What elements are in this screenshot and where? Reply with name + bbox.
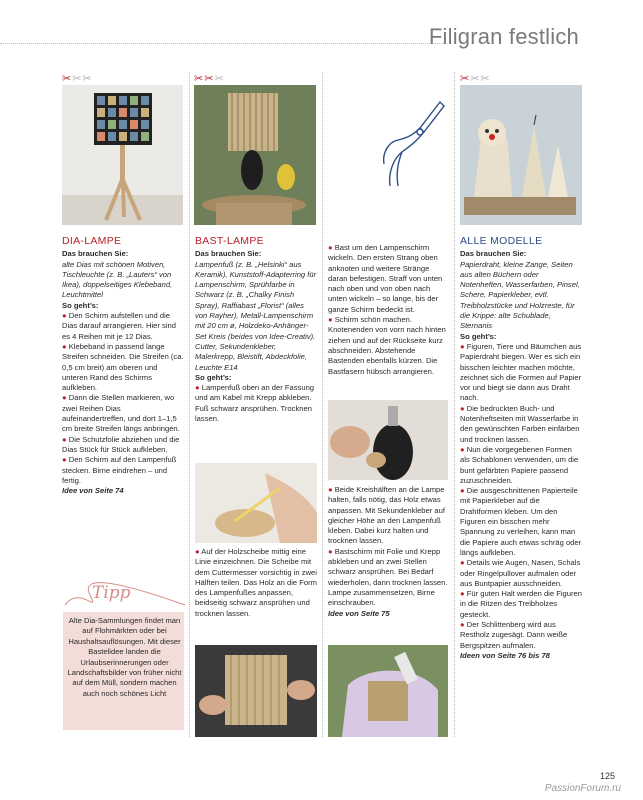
bullet-icon: ● [460, 444, 465, 454]
section-heading: BAST-LAMPE [195, 235, 264, 247]
step-item: ● Schirm schön machen. Knotenenden von vorn nach hinten ziehen und auf der Rückseite kurz abschneiden. Abstehende Bastenden ebenfalls kürzen. Die Bastfasern hübsch arrangieren. [328, 315, 446, 376]
bullet-icon: ● [62, 434, 67, 444]
materials-list: alte Dias mit schönen Motiven, Tischleuchte (z. B. „Lauters“ von Ikea), doppelseitiges Klebeband, Leuchtmittel [62, 259, 173, 300]
howto-title: So geht’s: [62, 300, 99, 310]
section-heading: ALLE MODELLE [460, 235, 543, 247]
difficulty-scissors-icon: ✂✂✂ [194, 73, 225, 85]
step-item: ● Die bedruckten Buch- und Notenheftseiten mit Wasserfarbe in den gewünschten Farben einfärben und trocknen lassen. [460, 403, 580, 444]
bullet-icon: ● [460, 486, 465, 496]
bullet-icon: ● [62, 311, 67, 321]
column-divider [189, 72, 190, 737]
wrapping-bast-photo [195, 645, 317, 737]
step-item: ● Die ausgeschnittenen Papierteile mit Papierkleber auf die Drahtformen kleben. Um den Figuren ein bisschen mehr Spannung zu verleihen, kann man die Papiere auch etwas schräg oder längs aufkleben. [460, 486, 582, 557]
paper-wire-figures-photo [460, 85, 582, 225]
pliers-icon [380, 98, 452, 193]
materials-list: Lampenfuß (z. B. „Helsinki“ aus Keramik), Kunststoff-Adapterring für Lampenschirm, Sprühfarbe in Schwarz (z. B. „Chalky Finish Spray), Raffiabast „Florist“ (alles von Rayher), Metall-Lampenschirm mit 20 cm ø, Holzdeko-Anhänger-Set Kreis (beides von Idee-Creativ). Cutter, Sekundenkleber, Malerkrepp, Bleistift, Abdeckfolie, Leuchte E14 [195, 259, 317, 372]
column-divider [454, 72, 455, 737]
difficulty-scissors-icon: ✂✂✂ [62, 73, 93, 85]
bullet-icon: ● [460, 619, 465, 629]
bast-lampe-column [195, 236, 317, 424]
step-item: ● Der Schlittenberg wird aus Restholz zugesägt. Dann weiße Bergspitzen aufmalen. [460, 619, 568, 650]
bullet-icon: ● [460, 341, 465, 351]
step-item: ● Lampenfuß oben an der Fassung und am Kabel mit Krepp abkleben. Fuß schwarz ansprühen. Trocknen lassen. [195, 383, 315, 424]
bullet-icon: ● [62, 455, 67, 465]
bullet-icon: ● [328, 546, 333, 556]
difficulty-scissors-icon: ✂✂✂ [460, 73, 491, 85]
page-title: Filigran festlich [428, 24, 579, 49]
step-item: ● Die Schutzfolie abziehen und die Dias Stück für Stück aufkleben. [62, 434, 180, 454]
tipp-label: Tipp [92, 583, 131, 603]
dia-lampe-column [62, 236, 184, 496]
step-item: ● Den Schirm auf den Lampenfuß stecken. Birne eindrehen – und fertig. [62, 455, 177, 485]
bullet-icon: ● [62, 393, 67, 403]
step-item: ● Nun die vorgegebenen Formen als Schablonen verwenden, um die bunt gefärbten Papiere passend zuzuschneiden. [460, 444, 579, 485]
bast-lampe-column-3 [328, 243, 448, 377]
alle-modelle-column [460, 236, 582, 661]
column-divider [322, 72, 323, 737]
header-rule [0, 43, 448, 44]
step-item: ● Dann die Stellen markieren, wo zwei Reihen Dias aufeinandertreffen, und dort 1–1,5 cm breite Streifen längs anbringen. [62, 393, 180, 434]
tipp-text: Alte Dia-Sammlungen findet man auf Flohmärkten oder bei Haushaltsauflösungen. Mit dieser Bastelidee landen die Urlaubserinnerungen oder Landschaftsbilder von früher nicht auf dem Müll, sondern machen auch noch schönes Licht [67, 616, 182, 698]
bast-lamp-photo [194, 85, 316, 225]
bast-lampe-column-3b [328, 485, 448, 619]
step-item: ● Beide Kreishälften an die Lampe halten, falls nötig, das Holz etwas anpassen. Mit Sekundenkleber auf gleicher Höhe an den Lampenfuß kleben. Dabei kurz halten und trocknen lassen. [328, 485, 445, 546]
bullet-icon: ● [460, 558, 465, 568]
needs-title: Das brauchen Sie: [460, 249, 527, 259]
watermark: PassionForum.ru [544, 783, 621, 794]
step-item: ● Den Schirm aufstellen und die Dias darauf arrangieren. Hier sind es 4 Reihen mit je 12 Dias. [62, 311, 176, 341]
howto-title: So geht’s: [195, 372, 232, 382]
step-item: ● Figuren, Tiere und Bäumchen aus Papierdraht biegen. Wer es sich ein bisschen leichter machen möchte, zeichnet sich die Formen auf Papier vor und biegt sie dann aus Draht nach. [460, 341, 582, 403]
step-item: ● Details wie Augen, Nasen, Schals oder Ringelpullover aufmalen oder aus Buntpapier ausschneiden. [460, 558, 581, 588]
gluing-wood-photo [328, 400, 448, 480]
needs-title: Das brauchen Sie: [62, 249, 129, 259]
bullet-icon: ● [328, 485, 333, 494]
idea-credit: Idee von Seite 74 [62, 486, 124, 496]
idea-credit: Idee von Seite 75 [328, 608, 390, 618]
step-item: ● Bast um den Lampenschirm wickeln. Den ersten Strang oben anknoten und weitere Stränge daran befestigen. Straff von unten nach oben und von oben nach unten wickeln – so lange, bis der ganze Schirm bedeckt ist. [328, 243, 443, 314]
bast-lampe-column-continued [195, 547, 317, 619]
bullet-icon: ● [195, 383, 200, 393]
bullet-icon: ● [62, 341, 67, 351]
idea-credit: Ideen von Seite 76 bis 78 [460, 650, 550, 660]
materials-list: Papierdraht, kleine Zange, Seiten aus alten Büchern oder Notenheften, Wasserfarben, Pinsel, Schere, Papierkleber, evtl. Treibholzstücke und Holzreste, für die Krippe: alte Schublade, Sternanis [460, 259, 580, 331]
section-heading: DIA-LAMPE [62, 235, 122, 247]
step-item: ● Bastschirm mit Folie und Krepp abkleben und an zwei Stellen schwarz ansprühen. Bei Bedarf wiederholen, dann trocknen lassen. Lampe zusammensetzen, Birne einschrauben. [328, 546, 448, 608]
bullet-icon: ● [195, 547, 200, 556]
howto-title: So geht’s: [460, 331, 497, 341]
step-item: ● Für guten Halt werden die Figuren in die Ritzen des Treibholzes gesteckt. [460, 589, 582, 619]
drawing-line-photo [195, 463, 317, 543]
bullet-icon: ● [460, 589, 465, 599]
needs-title: Das brauchen Sie: [195, 249, 262, 259]
bullet-icon: ● [328, 315, 333, 325]
page-number: 125 [599, 771, 615, 781]
dia-lamp-photo [62, 85, 183, 225]
bullet-icon: ● [328, 243, 333, 252]
spraying-shade-photo [328, 645, 448, 737]
step-item: ● Klebeband in passend lange Streifen schneiden. Die Streifen (ca. 0,5 cm breit) am oberen und unteren Rand des Schirms aufkleben. [62, 341, 184, 393]
step-item: ● Auf der Holzscheibe mittig eine Linie einzeichnen. Die Scheibe mit dem Cuttermesser vorsichtig in zwei Hälften teilen. Das Holz an die Form des Lampenfußes anpassen, beidseitig schwarz ansprühen und trocknen lassen. [195, 547, 317, 618]
bullet-icon: ● [460, 403, 465, 413]
